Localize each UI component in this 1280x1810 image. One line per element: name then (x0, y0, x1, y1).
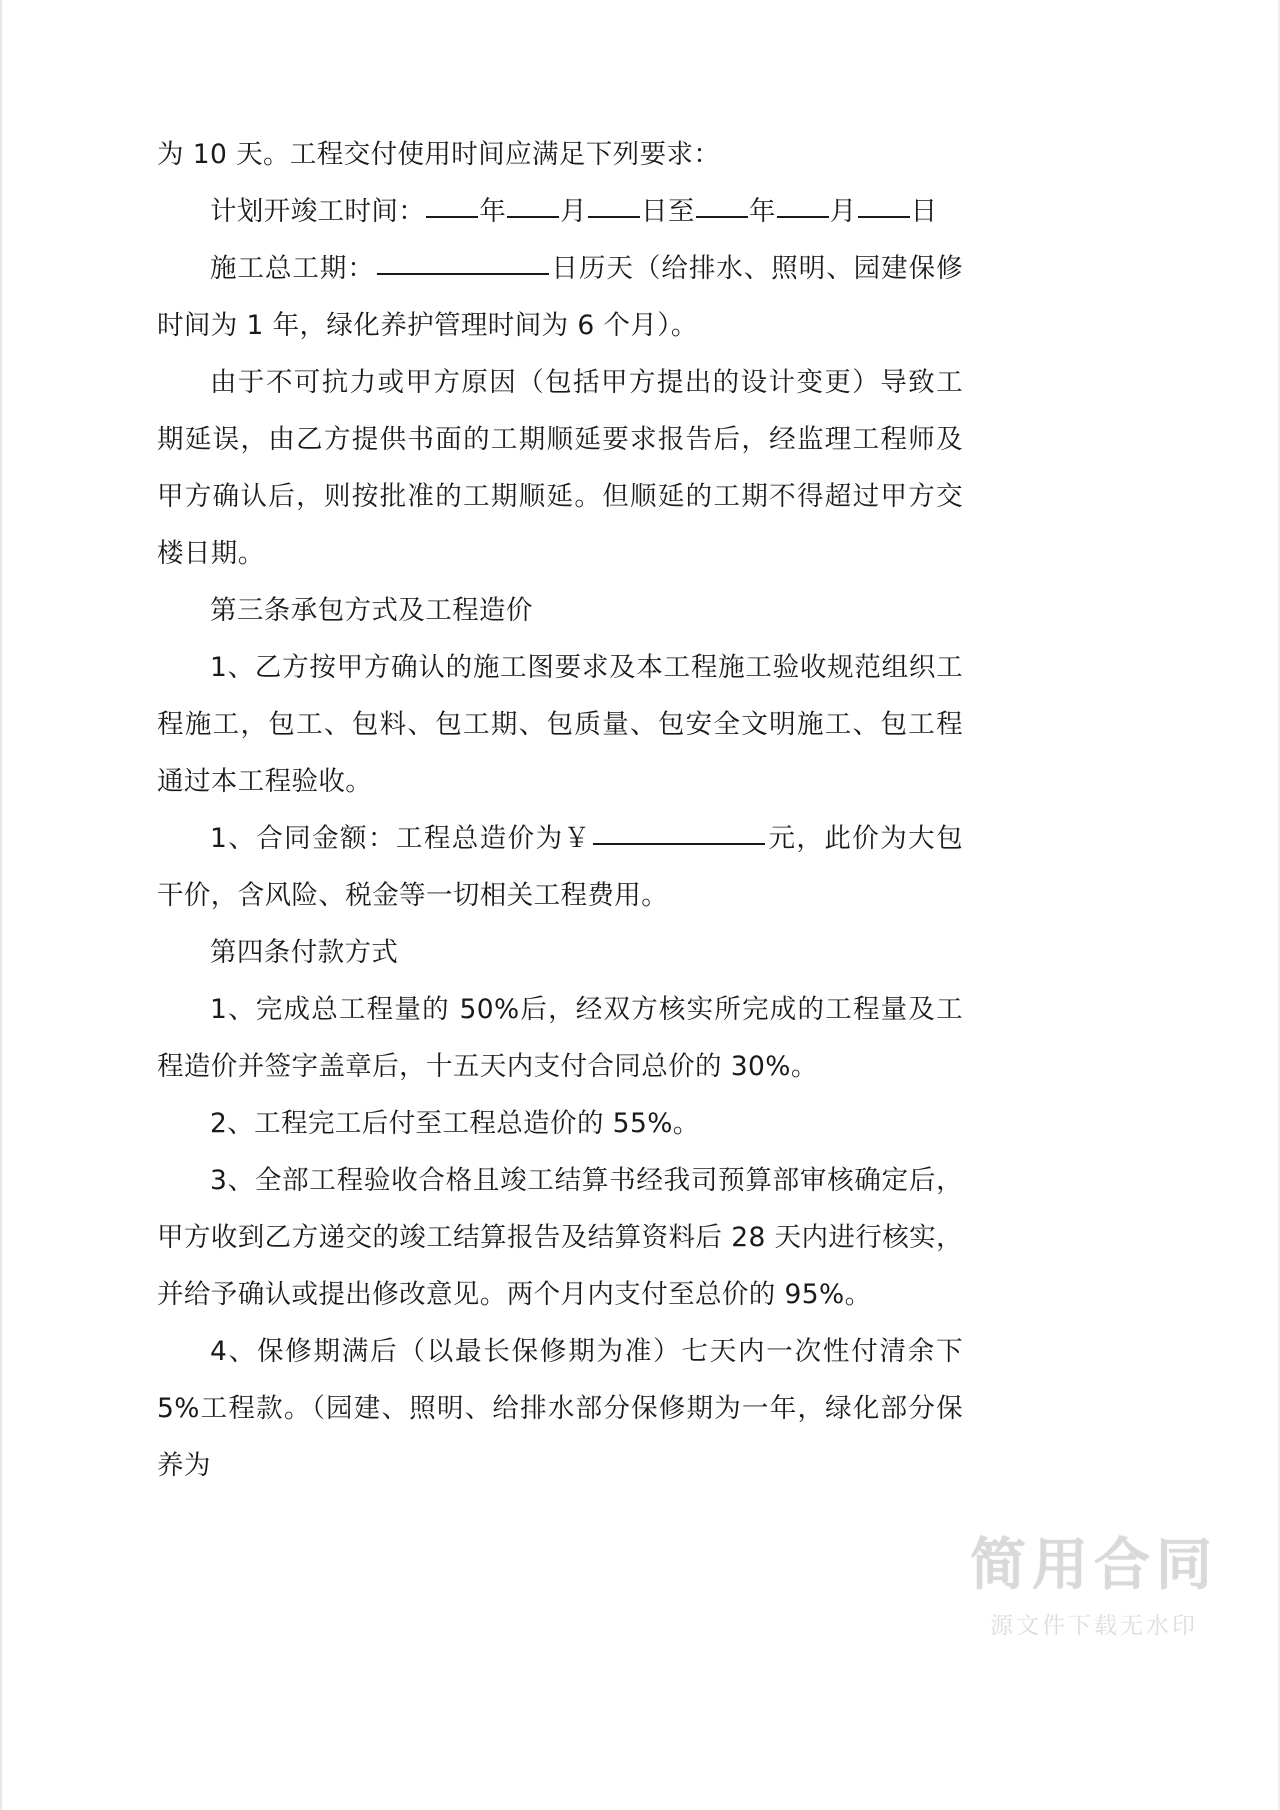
contract-amount-detail: 元，此价为大包干价，含风险、税金等一切相关工程费用。 (157, 823, 963, 911)
date-blank-start-day[interactable] (588, 216, 640, 218)
heading-article-3: 第三条承包方式及工程造价 (210, 595, 533, 626)
contract-amount-blank[interactable] (593, 843, 765, 845)
date-blank-end-month[interactable] (777, 216, 829, 218)
document-body (157, 126, 972, 1494)
heading-article-4: 第四条付款方式 (210, 937, 399, 968)
unit-year-start: 年 (479, 196, 507, 227)
unit-month-start: 月 (560, 196, 588, 227)
contract-amount-label: 1、合同金额：工程总造价为￥ (210, 823, 592, 854)
paragraph-force-majeure: 由于不可抗力或甲方原因（包括甲方提出的设计变更）导致工期延误，由乙方提供书面的工期顺延要求报告后，经监理工程师及甲方确认后，则按批准的工期顺延。但顺延的工期不得超过甲方交楼日期。 (157, 367, 963, 569)
planned-dates-label: 计划开竣工时间： (210, 196, 426, 227)
watermark-subtitle: 源文件下载无水印 (990, 1613, 1198, 1639)
watermark (944, 1535, 1244, 1640)
unit-day-start-to: 日至 (641, 196, 695, 227)
date-blank-start-year[interactable] (426, 216, 478, 218)
total-duration-label: 施工总工期： (210, 253, 375, 284)
date-blank-end-year[interactable] (696, 216, 748, 218)
total-duration-detail: 日历天（给排水、照明、园建保修时间为 1 年，绿化养护管理时间为 6 个月）。 (157, 253, 963, 341)
paragraph-planned-dates (157, 183, 963, 240)
paragraph-duration-intro: 为 10 天。工程交付使用时间应满足下列要求： (157, 139, 721, 170)
paragraph-article-4-item-1: 1、完成总工程量的 50%后，经双方核实所完成的工程量及工程造价并签字盖章后，十五天内支付合同总价的 30%。 (157, 994, 963, 1082)
date-blank-end-day[interactable] (858, 216, 910, 218)
paragraph-article-3-item-2 (157, 810, 963, 924)
date-blank-start-month[interactable] (507, 216, 559, 218)
unit-month-end: 月 (829, 196, 857, 227)
paragraph-article-4-item-4: 4、保修期满后（以最长保修期为准）七天内一次性付清余下 5%工程款。（园建、照明、给排水部分保修期为一年，绿化部分保养为 (157, 1336, 972, 1481)
paragraph-article-3-item-1: 1、乙方按甲方确认的施工图要求及本工程施工验收规范组织工程施工，包工、包料、包工期、包质量、包安全文明施工、包工程通过本工程验收。 (157, 652, 963, 797)
paragraph-total-duration (157, 240, 963, 354)
paragraph-article-4-item-3: 3、全部工程验收合格且竣工结算书经我司预算部审核确定后，甲方收到乙方递交的竣工结算报告及结算资料后 28 天内进行核实，并给予确认或提出修改意见。两个月内支付至总价的 95%。 (157, 1165, 963, 1310)
watermark-title: 简用合同 (970, 1533, 1218, 1599)
unit-day-end: 日 (910, 196, 938, 227)
total-duration-blank[interactable] (377, 273, 549, 275)
paragraph-article-4-item-2: 2、工程完工后付至工程总造价的 55%。 (210, 1108, 700, 1139)
unit-year-end: 年 (748, 196, 776, 227)
